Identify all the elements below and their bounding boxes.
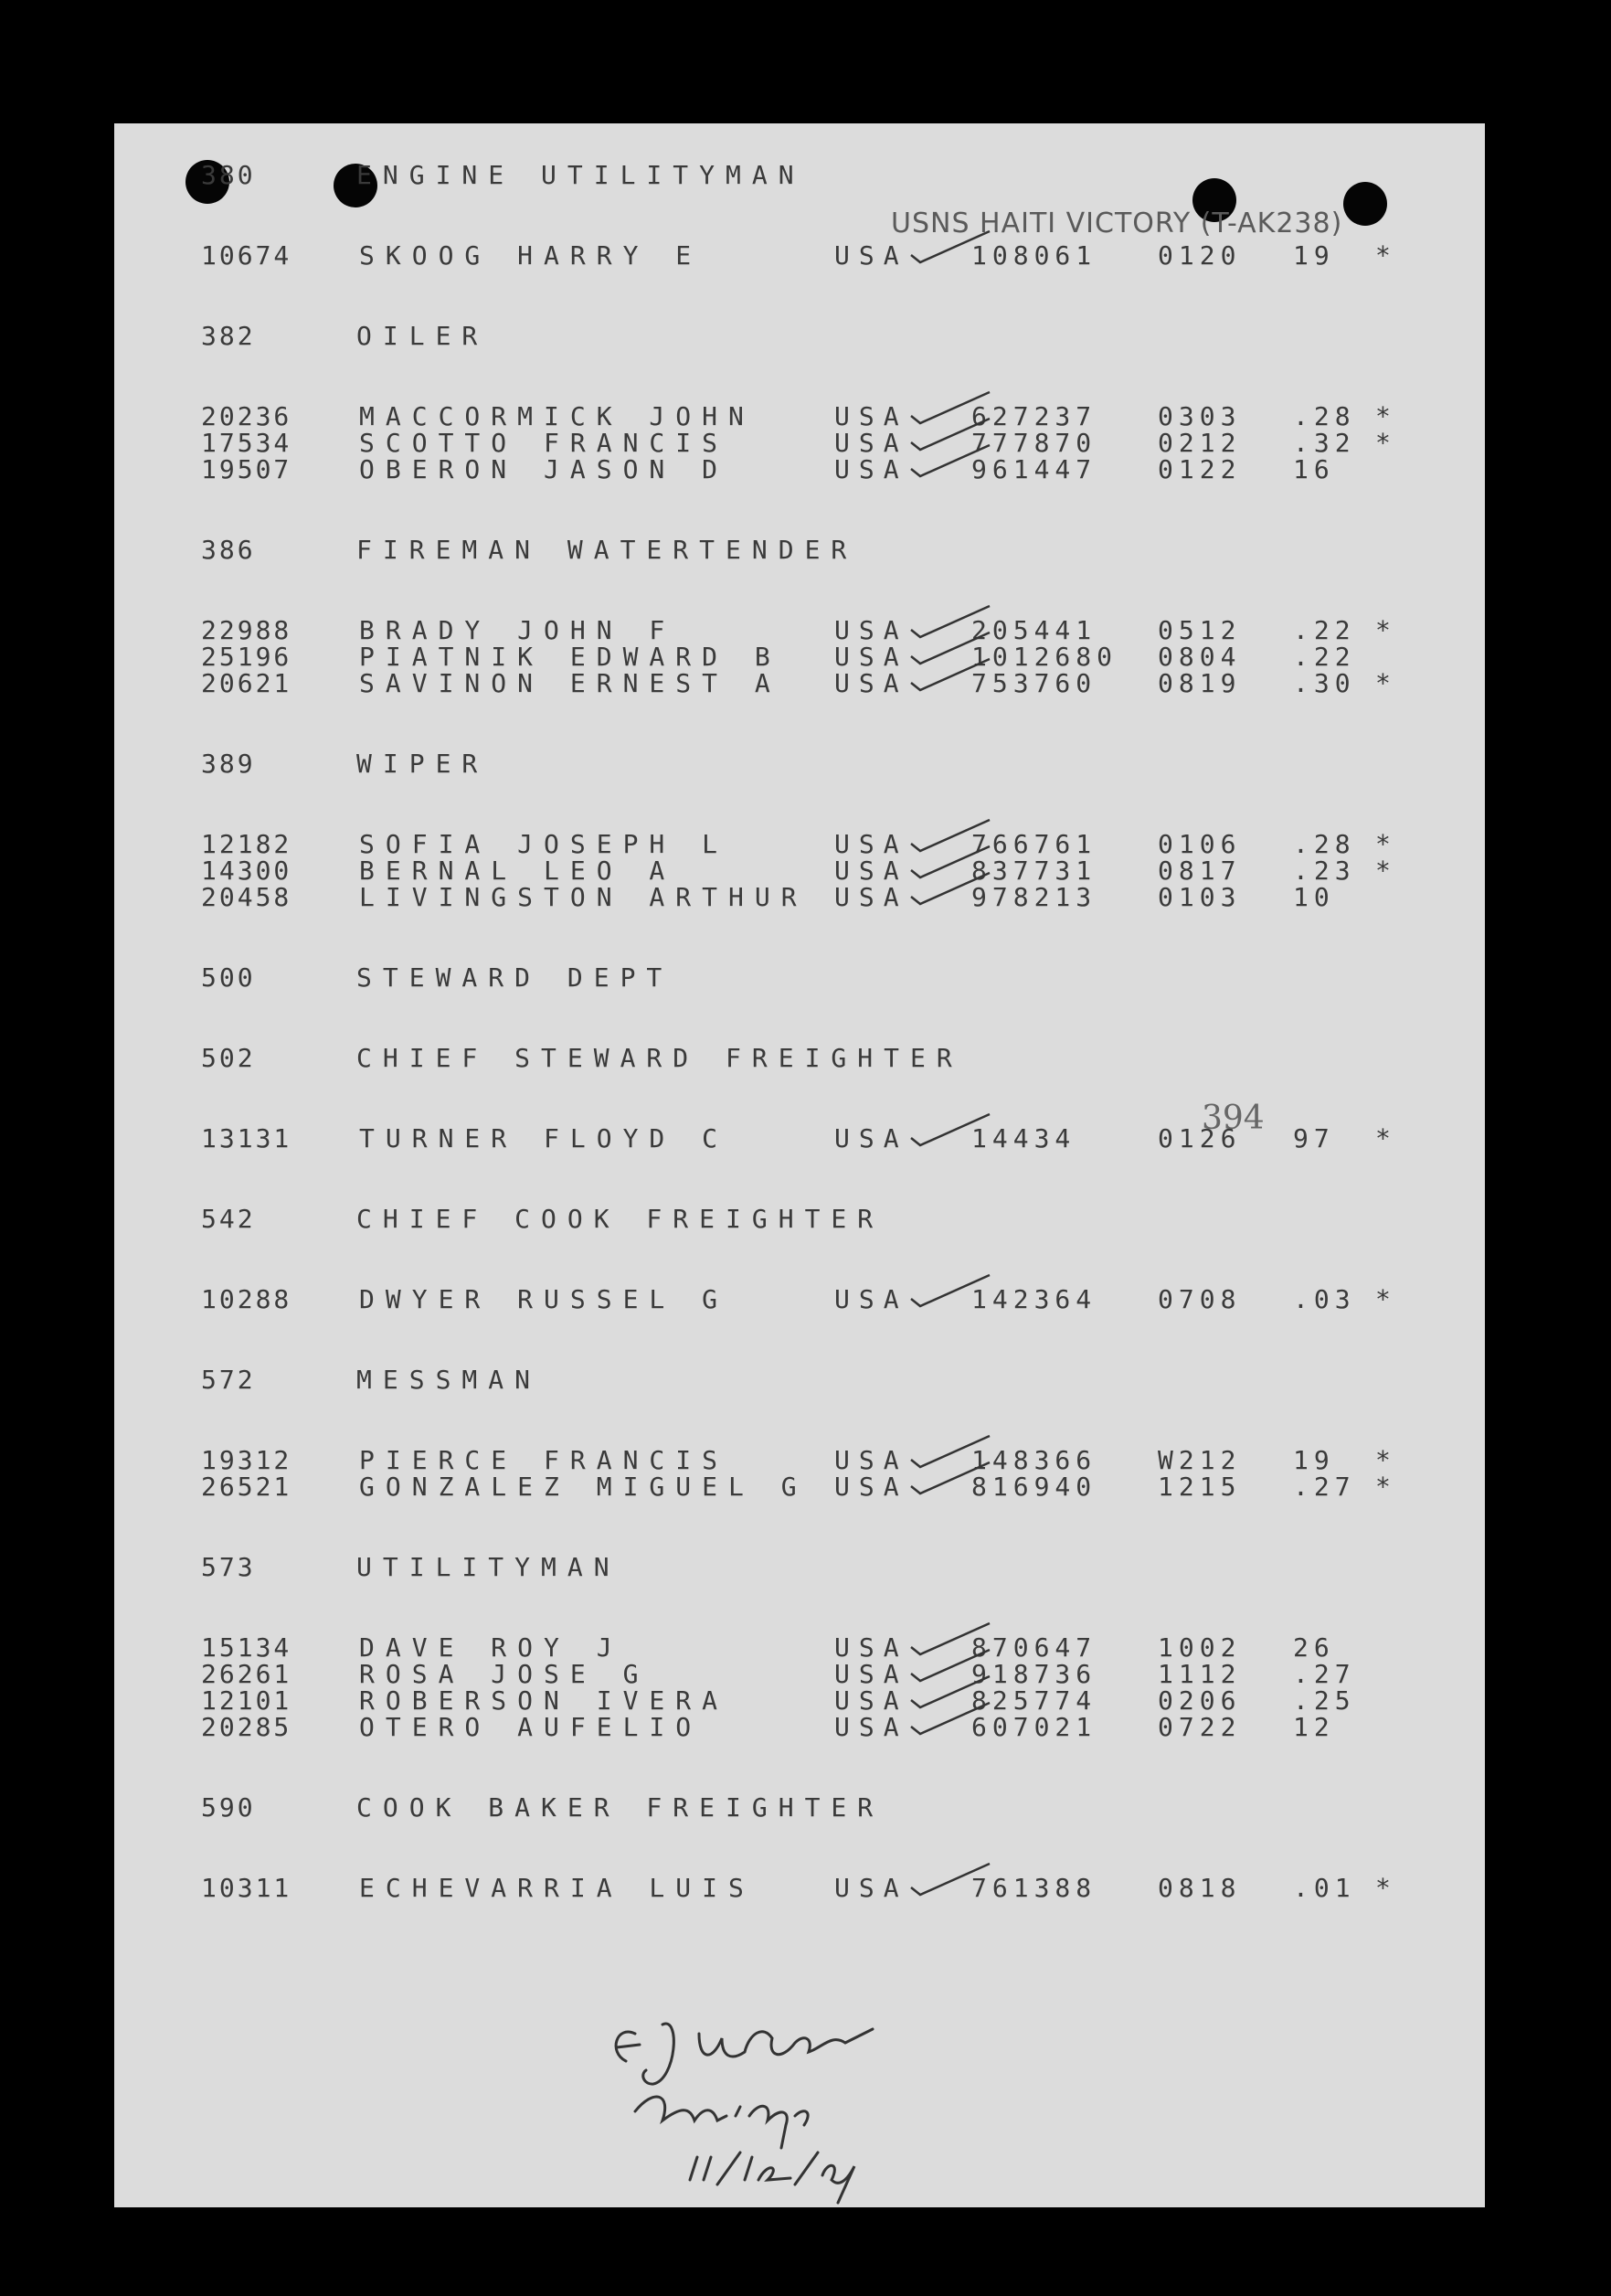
citizenship: USA [834,428,908,458]
date-code: 0120 [1158,240,1242,271]
rating-value: .32 [1293,428,1356,458]
crew-name: SOFIA JOSEPH L [359,829,729,859]
citizenship: USA [834,1712,908,1742]
citizenship: USA [834,642,908,672]
citizenship: USA [834,829,908,859]
marker-star: * [1375,240,1394,271]
date-code: 0212 [1158,428,1242,458]
crew-name: PIERCE FRANCIS [359,1445,729,1475]
checkmark-icon [909,441,991,478]
section-code: 386 [201,535,256,565]
citizenship: USA [834,1472,908,1502]
document-number: 607021 [971,1712,1097,1742]
checkmark-icon [909,655,991,692]
date-code: 0206 [1158,1685,1242,1716]
checkmark-icon [909,1699,991,1736]
crew-id: 17534 [201,428,292,458]
section-title: FIREMAN WATERTENDER [356,535,858,565]
section-heading [114,1552,1485,1583]
citizenship: USA [834,240,908,271]
checkmark-icon [909,1860,991,1897]
section-code: 572 [201,1365,256,1395]
date-code: W212 [1158,1445,1242,1475]
section-title: CHIEF STEWARD FREIGHTER [356,1043,963,1073]
date-code: 0512 [1158,615,1242,645]
crew-name: SKOOG HARRY E [359,240,703,271]
crew-id: 12101 [201,1685,292,1716]
section-code: 590 [201,1792,256,1823]
crew-id: 26261 [201,1659,292,1689]
crew-name: SAVINON ERNEST A [359,668,781,698]
document-number: 761388 [971,1873,1097,1903]
rating-value: .23 [1293,856,1356,886]
date-code: 0819 [1158,668,1242,698]
crew-row [114,1123,1485,1154]
citizenship: USA [834,1685,908,1716]
crew-row [114,454,1485,485]
date-code: 0817 [1158,856,1242,886]
section-heading [114,1792,1485,1823]
section-code: 500 [201,962,256,993]
crew-id: 20236 [201,401,292,431]
date-code: 0126 [1158,1123,1242,1153]
marker-star: * [1375,615,1394,645]
section-code: 389 [201,749,256,779]
document-number: 108061 [971,240,1097,271]
rating-value: 19 [1293,1445,1335,1475]
document-number: 766761 [971,829,1097,859]
rating-value: .25 [1293,1685,1356,1716]
crew-row [114,1284,1485,1315]
rating-value: .03 [1293,1284,1356,1314]
marker-star: * [1375,829,1394,859]
section-title: MESSMAN [356,1365,542,1395]
rating-value: 10 [1293,882,1335,912]
handwritten-signature [599,1997,927,2226]
checkmark-icon [909,1111,991,1147]
document-number: 825774 [971,1685,1097,1716]
document-number: 205441 [971,615,1097,645]
rating-value: .30 [1293,668,1356,698]
crew-id: 19312 [201,1445,292,1475]
crew-id: 26521 [201,1472,292,1502]
rating-value: .28 [1293,401,1356,431]
crew-row [114,1712,1485,1743]
crew-row [114,1472,1485,1503]
citizenship: USA [834,1873,908,1903]
section-heading [114,535,1485,566]
section-code: 542 [201,1204,256,1234]
crew-name: ROBERSON IVERA [359,1685,729,1716]
section-title: STEWARD DEPT [356,962,673,993]
section-title: OILER [356,321,489,351]
rating-value: .22 [1293,642,1356,672]
crew-id: 15134 [201,1632,292,1663]
document-number: 777870 [971,428,1097,458]
date-code: 0722 [1158,1712,1242,1742]
document-number: 627237 [971,401,1097,431]
crew-name: SCOTTO FRANCIS [359,428,729,458]
crew-id: 14300 [201,856,292,886]
date-code: 1002 [1158,1632,1242,1663]
citizenship: USA [834,401,908,431]
document-number: 1012680 [971,642,1118,672]
document-number: 837731 [971,856,1097,886]
crew-name: BERNAL LEO A [359,856,676,886]
marker-star: * [1375,856,1394,886]
rating-value: 16 [1293,454,1335,484]
document-number: 978213 [971,882,1097,912]
section-title: WIPER [356,749,489,779]
section-heading [114,1043,1485,1074]
rating-value: .27 [1293,1659,1356,1689]
citizenship: USA [834,454,908,484]
rating-value: 26 [1293,1632,1335,1663]
crew-id: 20621 [201,668,292,698]
section-heading [114,962,1485,994]
crew-id: 10674 [201,240,292,271]
document-number: 148366 [971,1445,1097,1475]
crew-id: 25196 [201,642,292,672]
crew-name: LIVINGSTON ARTHUR [359,882,808,912]
crew-id: 10288 [201,1284,292,1314]
rating-value: .22 [1293,615,1356,645]
rating-value: 97 [1293,1123,1335,1153]
citizenship: USA [834,1123,908,1153]
date-code: 0103 [1158,882,1242,912]
document-number: 870647 [971,1632,1097,1663]
date-code: 0303 [1158,401,1242,431]
crew-name: DAVE ROY J [359,1632,623,1663]
crew-name: OBERON JASON D [359,454,729,484]
date-code: 0106 [1158,829,1242,859]
marker-star: * [1375,1284,1394,1314]
date-code: 1112 [1158,1659,1242,1689]
section-heading [114,1365,1485,1396]
crew-name: TURNER FLOYD C [359,1123,729,1153]
section-code: 380 [201,160,256,190]
crew-id: 10311 [201,1873,292,1903]
rating-value: .27 [1293,1472,1356,1502]
page-number: 394 [1202,1100,1265,1137]
crew-id: 13131 [201,1123,292,1153]
citizenship: USA [834,856,908,886]
section-heading [114,749,1485,780]
crew-id: 20285 [201,1712,292,1742]
ship-name-stamp: USNS HAITI VICTORY (T-AK238) [891,207,1343,239]
section-heading [114,1204,1485,1235]
date-code: 1215 [1158,1472,1242,1502]
checkmark-icon [909,228,991,264]
section-title: COOK BAKER FREIGHTER [356,1792,885,1823]
marker-star: * [1375,668,1394,698]
document-number: 142364 [971,1284,1097,1314]
document-number: 14434 [971,1123,1076,1153]
checkmark-icon [909,1271,991,1308]
crew-name: OTERO AUFELIO [359,1712,703,1742]
crew-id: 19507 [201,454,292,484]
rating-value: 19 [1293,240,1335,271]
crew-name: BRADY JOHN F [359,615,676,645]
checkmark-icon [909,1459,991,1495]
crew-name: ECHEVARRIA LUIS [359,1873,755,1903]
document-number: 961447 [971,454,1097,484]
rating-value: .28 [1293,829,1356,859]
crew-name: GONZALEZ MIGUEL G [359,1472,808,1502]
marker-star: * [1375,401,1394,431]
document-number: 918736 [971,1659,1097,1689]
date-code: 0708 [1158,1284,1242,1314]
document-page [114,123,1485,2207]
marker-star: * [1375,1123,1394,1153]
section-title: UTILITYMAN [356,1552,620,1582]
section-heading [114,321,1485,352]
section-code: 502 [201,1043,256,1073]
crew-row [114,882,1485,913]
crew-row [114,1873,1485,1904]
crew-row [114,240,1485,271]
checkmark-icon [909,869,991,906]
date-code: 0122 [1158,454,1242,484]
date-code: 0818 [1158,1873,1242,1903]
crew-row [114,668,1485,699]
marker-star: * [1375,428,1394,458]
rating-value: .01 [1293,1873,1356,1903]
citizenship: USA [834,1659,908,1689]
citizenship: USA [834,615,908,645]
section-code: 382 [201,321,256,351]
citizenship: USA [834,1632,908,1663]
signature-line [114,123,115,124]
crew-name: DWYER RUSSEL G [359,1284,729,1314]
citizenship: USA [834,882,908,912]
marker-star: * [1375,1445,1394,1475]
citizenship: USA [834,1284,908,1314]
section-heading [114,160,1485,191]
marker-star: * [1375,1873,1394,1903]
crew-id: 12182 [201,829,292,859]
marker-star: * [1375,1472,1394,1502]
crew-id: 22988 [201,615,292,645]
citizenship: USA [834,1445,908,1475]
rating-value: 12 [1293,1712,1335,1742]
crew-name: MACCORMICK JOHN [359,401,755,431]
crew-id: 20458 [201,882,292,912]
document-number: 816940 [971,1472,1097,1502]
section-title: CHIEF COOK FREIGHTER [356,1204,885,1234]
section-title: ENGINE UTILITYMAN [356,160,805,190]
crew-name: PIATNIK EDWARD B [359,642,781,672]
citizenship: USA [834,668,908,698]
crew-name: ROSA JOSE G [359,1659,650,1689]
section-code: 573 [201,1552,256,1582]
date-code: 0804 [1158,642,1242,672]
document-number: 753760 [971,668,1097,698]
